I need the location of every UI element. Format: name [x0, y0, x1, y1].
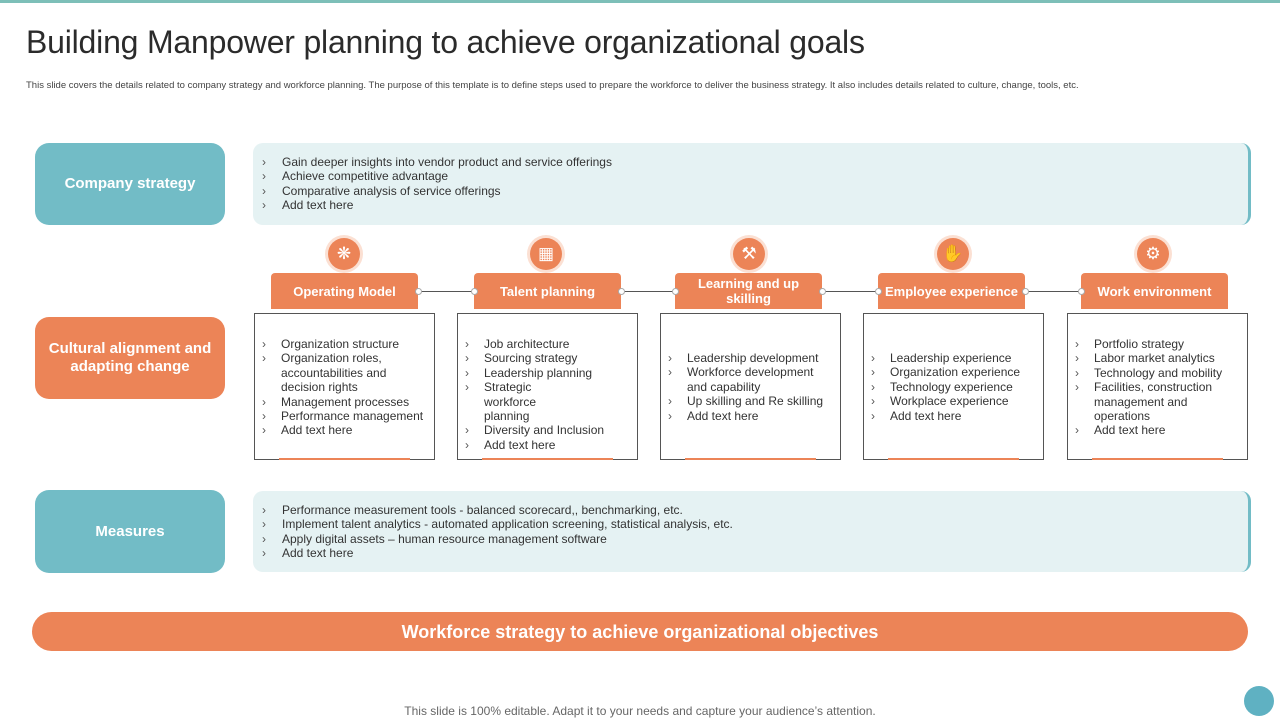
company-strategy-box	[253, 143, 1251, 225]
page-subtitle: This slide covers the details related to company strategy and workforce planning. The purpose of this template is to define steps used to prepare the workforce to deliver the business strategy. It also includes details related to culture, change, tools, etc.	[26, 80, 1079, 91]
column-operating-model	[254, 313, 435, 460]
calendar-icon: ▦	[530, 238, 562, 270]
column-accent-bar	[482, 458, 613, 460]
list-item: › Add text here	[1068, 423, 1247, 437]
objective-banner: Workforce strategy to achieve organizational objectives	[32, 612, 1248, 651]
connector-dot	[415, 288, 422, 295]
column-employee-experience	[863, 313, 1044, 460]
list-item: › Organization experience	[864, 365, 1020, 379]
list-item: › Gain deeper insights into vendor product and service offerings	[253, 155, 612, 169]
list-item: › Performance measurement tools - balanced scorecard,, benchmarking, etc.	[253, 503, 733, 517]
gear-icon: ⚙	[1137, 238, 1169, 270]
list-item: › Management processes	[255, 395, 434, 409]
list-item: › Leadership experience	[864, 351, 1020, 365]
list-item: › Organization roles, accountabilities and decision rights	[255, 351, 434, 394]
list-item: › Technology and mobility	[1068, 366, 1247, 380]
column-learning-upskilling	[660, 313, 841, 460]
connector-dot	[618, 288, 625, 295]
column-header-learning: Learning and up skilling	[675, 273, 822, 309]
column-header-talent-planning: Talent planning	[474, 273, 621, 309]
connector-dot	[1022, 288, 1029, 295]
list-item: › Implement talent analytics - automated application screening, statistical analysis, etc.	[253, 517, 733, 531]
list-item: › Labor market analytics	[1068, 351, 1247, 365]
connector-line	[621, 291, 675, 292]
list-item: › Add text here	[864, 409, 1020, 423]
connector-line	[418, 291, 474, 292]
list-item: › Workplace experience	[864, 394, 1020, 408]
column-header-operating-model: Operating Model	[271, 273, 418, 309]
connector-line	[822, 291, 878, 292]
column-accent-bar	[685, 458, 816, 460]
list-item: › Up skilling and Re skilling	[661, 394, 840, 408]
connector-dot	[672, 288, 679, 295]
column-header-work-environment: Work environment	[1081, 273, 1228, 309]
list-item: › Add text here	[458, 438, 637, 452]
list-item: › Comparative analysis of service offerings	[253, 184, 612, 198]
list-item: › Achieve competitive advantage	[253, 169, 612, 183]
footer-note: This slide is 100% editable. Adapt it to your needs and capture your audience’s attention.	[404, 704, 876, 718]
cultural-alignment-label: Cultural alignment and adapting change	[35, 317, 225, 399]
list-item: › Facilities, construction management and operations	[1068, 380, 1247, 423]
handshake-icon: ✋	[937, 238, 969, 270]
list-item: › Leadership planning	[458, 366, 637, 380]
list-item: › Add text here	[255, 423, 434, 437]
list-item: › Add text here	[253, 546, 733, 560]
column-accent-bar	[1092, 458, 1223, 460]
tools-icon: ⚒	[733, 238, 765, 270]
connector-dot	[471, 288, 478, 295]
network-icon: ❋	[328, 238, 360, 270]
list-item: › Add text here	[661, 409, 840, 423]
list-item: › Portfolio strategy	[1068, 337, 1247, 351]
list-item: › Leadership development	[661, 351, 840, 365]
top-accent-line	[0, 0, 1280, 3]
connector-dot	[819, 288, 826, 295]
connector-dot	[1078, 288, 1085, 295]
list-item: › Workforce development and capability	[661, 365, 840, 394]
measures-box	[253, 491, 1251, 572]
connector-line	[1025, 291, 1081, 292]
list-item: › Performance management	[255, 409, 434, 423]
list-item: › Organization structure	[255, 337, 434, 351]
column-accent-bar	[888, 458, 1019, 460]
list-item: › Sourcing strategy	[458, 351, 637, 365]
list-item: › Job architecture	[458, 337, 637, 351]
list-item: › Technology experience	[864, 380, 1020, 394]
company-strategy-label: Company strategy	[35, 143, 225, 225]
column-accent-bar	[279, 458, 410, 460]
list-item: › Apply digital assets – human resource management software	[253, 532, 733, 546]
corner-circle	[1244, 686, 1274, 716]
column-talent-planning	[457, 313, 638, 460]
column-work-environment	[1067, 313, 1248, 460]
column-header-employee-experience: Employee experience	[878, 273, 1025, 309]
list-item: › Add text here	[253, 198, 612, 212]
page-title: Building Manpower planning to achieve organizational goals	[26, 24, 865, 60]
connector-dot	[875, 288, 882, 295]
measures-label: Measures	[35, 490, 225, 573]
list-item: › Diversity and Inclusion	[458, 423, 637, 437]
list-item: › Strategic workforce planning	[458, 380, 637, 423]
